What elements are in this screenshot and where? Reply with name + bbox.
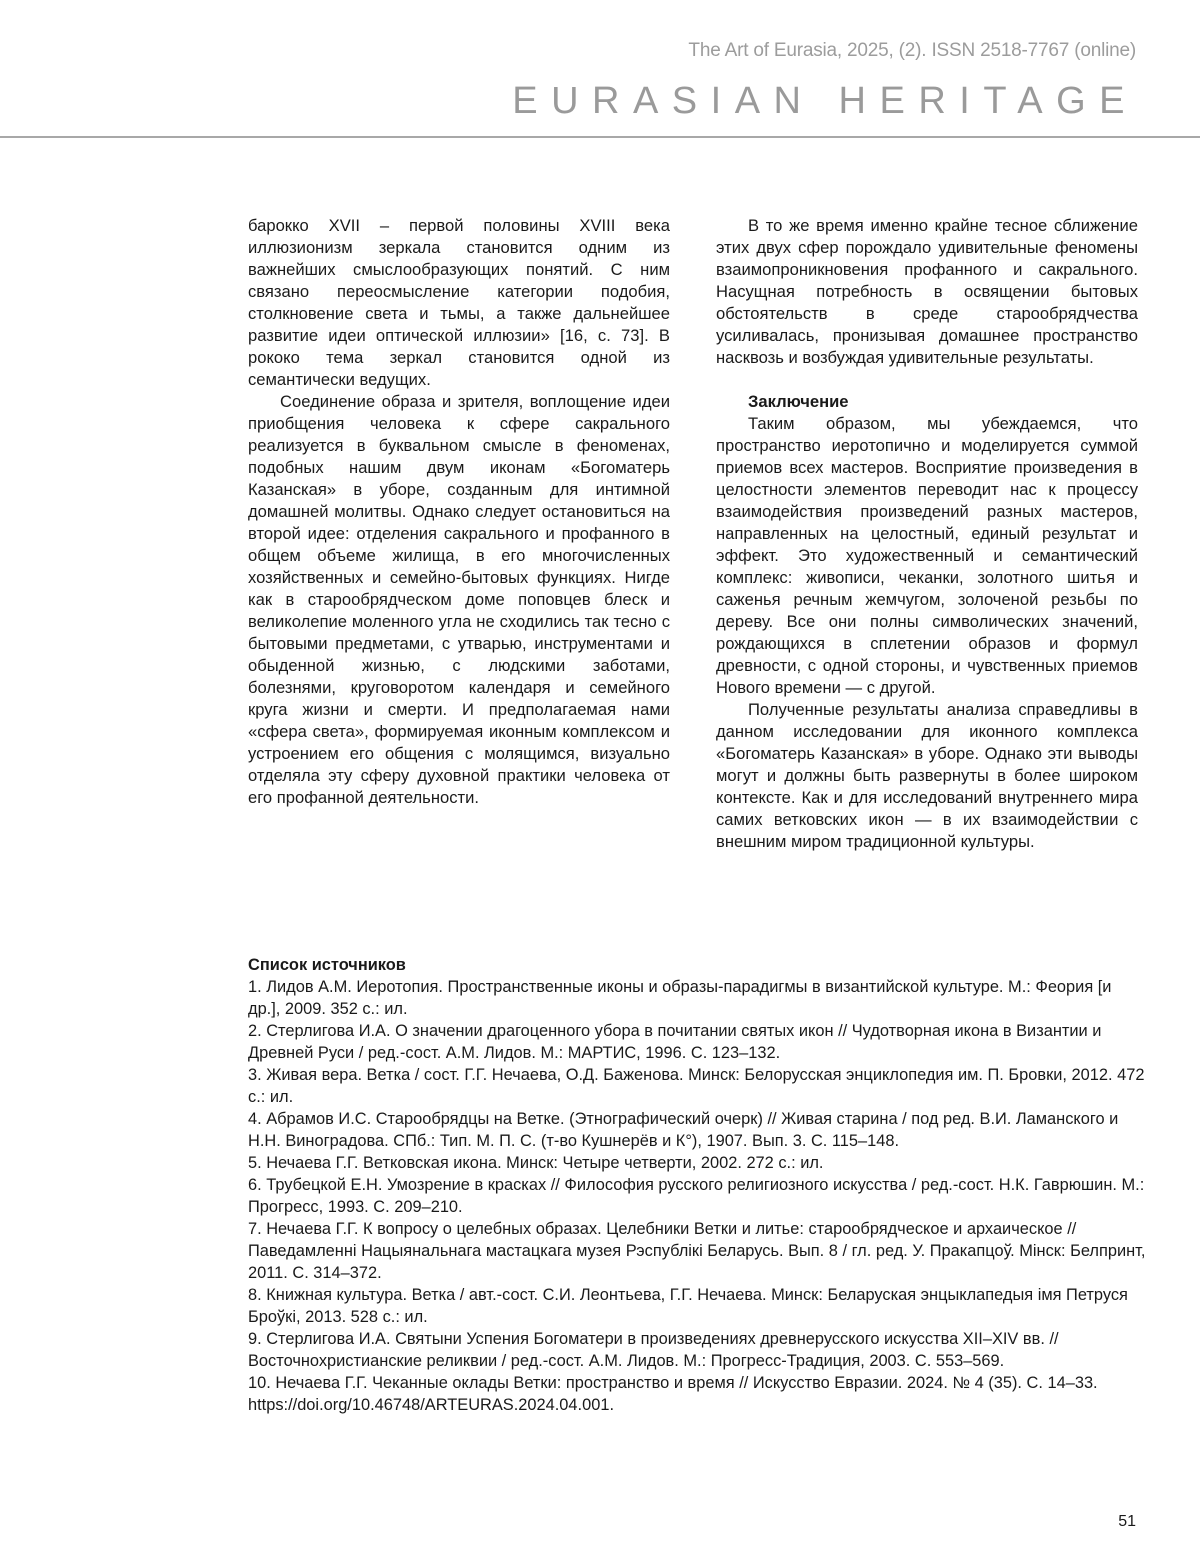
section-title: EURASIAN HERITAGE	[512, 80, 1138, 122]
page-number: 51	[1118, 1513, 1136, 1530]
reference-item: 10. Нечаева Г.Г. Чеканные оклады Ветки: пространство и время // Искусство Евразии. 2024. № 4 (35). С. 14–33. https://doi.org/10.46748/ARTEURAS.2024.04.001.	[248, 1374, 1098, 1414]
reference-item: 3. Живая вера. Ветка / сост. Г.Г. Нечаева, О.Д. Баженова. Минск: Белорусская энциклопедия им. П. Бровки, 2012. 472 с.: ил.	[248, 1066, 1145, 1106]
reference-item: 8. Книжная культура. Ветка / авт.-сост. С.И. Леонтьева, Г.Г. Нечаева. Минск: Беларуская энцыклапедыя імя Петруся Броўкі, 2013. 528 с.: ил.	[248, 1286, 1128, 1326]
reference-item: 9. Стерлигова И.А. Святыни Успения Богоматери в произведениях древнерусского искусства XII–XIV вв. // Восточнохристианские реликвии / ред.-сост. А.М. Лидов. М.: Прогресс-Традиция, 2003. С. 553–569.	[248, 1330, 1059, 1370]
body-paragraph: В то же время именно крайне тесное сближение этих двух сфер порождало удивительные феномены взаимопроникновения профанного и сакрального. Насущная потребность в освящении бытовых обстоятельств в среде старообрядчества усиливалась, пронизывая домашнее пространство насквозь и возбуждая удивительные результаты.	[716, 216, 1138, 367]
reference-item: 5. Нечаева Г.Г. Ветковская икона. Минск: Четыре четверти, 2002. 272 с.: ил.	[248, 1154, 824, 1172]
left-text-column	[248, 215, 670, 809]
header-divider	[0, 136, 1200, 138]
right-text-column	[716, 215, 1138, 853]
conclusion-heading: Заключение	[748, 392, 849, 411]
conclusion-paragraph: Таким образом, мы убеждаемся, что пространство иеротопично и моделируется суммой приемов всех мастеров. Восприятие произведения в целостности элементов переводит нас к процессу взаимодействия произведений разных мастеров, направленных на целостный, единый результат и эффект. Это художественный и семантический комплекс: живописи, чеканки, золотного шитья и саженья речным жемчугом, золоченой резьбы по дереву. Все они полны символических значений, рождающихся в сплетении образов и формул древности, с одной стороны, и чувственных приемов Нового времени — с другой.	[716, 414, 1138, 697]
body-paragraph: барокко XVII – первой половины XVIII века иллюзионизм зеркала становится одним из важнейших смыслообразующих понятий. С ним связано переосмысление категории подобия, столкновение света и тьмы, а также дальнейшее развитие идеи оптической иллюзии» [16, с. 73]. В рококо тема зеркал становится одной из семантически ведущих.	[248, 216, 670, 389]
reference-item: 1. Лидов А.М. Иеротопия. Пространственные иконы и образы-парадигмы в византийской культуре. М.: Феория [и др.], 2009. 352 с.: ил.	[248, 978, 1112, 1018]
body-paragraph: Соединение образа и зрителя, воплощение идеи приобщения человека к сфере сакрального реализуется в буквальном смысле в феноменах, подобных нашим двум иконам «Богоматерь Казанская» в уборе, созданным для интимной домашней молитвы. Однако следует остановиться на второй идее: отделения сакрального и профанного в общем объеме жилища, в его многочисленных хозяйственных и семейно-бытовых функциях. Нигде как в старообрядческом доме поповцев блеск и великолепие моленного угла не сходились так тесно с бытовыми предметами, с утварью, инструментами и обыденной жизнью, с людскими заботами, болезнями, круговоротом календаря и семейного круга жизни и смерти. И предполагаемая нами «сфера света», формируемая иконным комплексом и устроением его общения с молящимся, визуально отделяла эту сферу духовной практики человека от его профанной деятельности.	[248, 392, 670, 807]
reference-item: 6. Трубецкой Е.Н. Умозрение в красках // Философия русского религиозного искусства / ред.-сост. Н.К. Гаврюшин. М.: Прогресс, 1993. С. 209–210.	[248, 1176, 1145, 1216]
reference-item: 4. Абрамов И.С. Старообрядцы на Ветке. (Этнографический очерк) // Живая старина / под ред. В.И. Ламанского и Н.Н. Виноградова. СПб.: Тип. М. П. С. (т-во Кушнерёв и К°), 1907. Вып. 3. С. 115–148.	[248, 1110, 1119, 1150]
journal-citation-line: The Art of Eurasia, 2025, (2). ISSN 2518-7767 (online)	[688, 40, 1136, 61]
reference-item: 7. Нечаева Г.Г. К вопросу о целебных образах. Целебники Ветки и литье: старообрядческое и архаическое // Паведамленні Нацыянальнага мастацкага музея Рэспублікі Беларусь. Вып. 8 / гл. ред. У. Пракапцоў. Мінск: Белпринт, 2011. С. 314–372.	[248, 1220, 1146, 1282]
references-heading: Список источников	[248, 956, 406, 974]
conclusion-paragraph: Полученные результаты анализа справедливы в данном исследовании для иконного комплекса «Богоматерь Казанская» в уборе. Однако эти выводы могут и должны быть развернуты в более широком контексте. Как и для исследований внутреннего мира самих ветковских икон — в их взаимодействии с внешним миром традиционной культуры.	[716, 700, 1138, 851]
references-list	[248, 976, 1148, 1416]
reference-item: 2. Стерлигова И.А. О значении драгоценного убора в почитании святых икон // Чудотворная икона в Византии и Древней Руси / ред.-сост. А.М. Лидов. М.: МАРТИС, 1996. С. 123–132.	[248, 1022, 1102, 1062]
references-section	[248, 954, 1148, 1416]
